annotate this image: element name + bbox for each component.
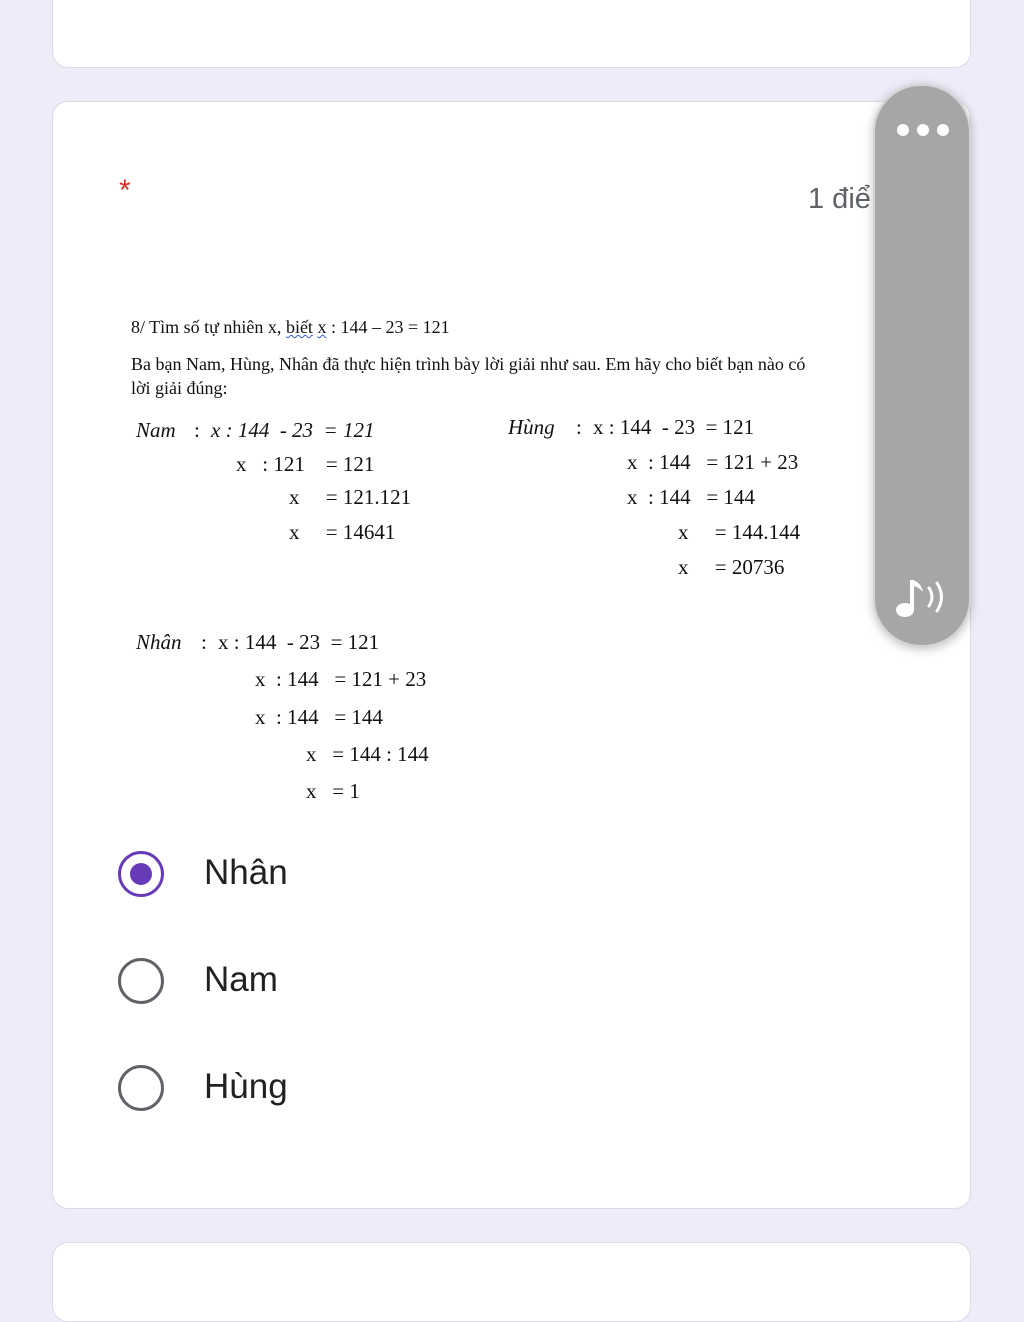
option-nam[interactable] [116,954,516,1014]
option-label-hung: Hùng [204,1067,288,1106]
previous-question-card [52,0,971,68]
nam-line-3: x = 121.121 [289,485,412,509]
option-label-nam: Nam [204,960,278,999]
nhan-line-2: x : 144 = 121 + 23 [255,667,427,691]
required-asterisk: * [119,174,131,207]
problem-statement: 8/ Tìm số tự nhiên x, biết x : 144 – 23 = 121 [131,317,450,337]
nhan-line-4: x = 144 : 144 [306,742,429,766]
next-question-card [52,1242,971,1322]
hung-line-4: x = 144.144 [678,520,801,544]
option-label-nhan: Nhân [204,853,288,892]
intro-line-1: Ba bạn Nam, Hùng, Nhân đã thực hiện trình bày lời giải như sau. Em hãy cho biết bạn nào có [131,354,806,374]
hung-name: Hùng [508,415,555,439]
radio-button-nam[interactable] [118,958,164,1004]
option-hung[interactable] [116,1061,516,1121]
nam-line-4: x = 14641 [289,520,396,544]
nhan-line-5: x = 1 [306,779,360,803]
nhan-line-3: x : 144 = 144 [255,705,383,729]
intro-line-2: lời giải đúng: [131,378,228,398]
hung-colon: : [576,415,582,439]
option-nhan[interactable] [116,847,516,907]
points-label: 1 điể [808,183,871,215]
hung-line-3: x : 144 = 144 [627,485,755,509]
nhan-name: Nhân [136,630,182,654]
nam-name: Nam [136,418,176,442]
hung-line-1: x : 144 - 23 = 121 [593,415,755,439]
radio-selected-dot [130,863,152,885]
music-note-sound-icon[interactable] [891,572,955,622]
question-card [52,101,971,1209]
radio-button-hung[interactable] [118,1065,164,1111]
radio-button-nhan[interactable] [118,851,164,897]
nam-colon: : [194,418,200,442]
floating-toolbar[interactable] [873,84,971,647]
nam-line-2: x : 121 = 121 [236,452,375,476]
more-horizontal-icon[interactable] [897,124,949,138]
hung-line-2: x : 144 = 121 + 23 [627,450,799,474]
nam-line-1: x : 144 - 23 = 121 [211,418,375,442]
nhan-line-1: x : 144 - 23 = 121 [218,630,380,654]
hung-line-5: x = 20736 [678,555,785,579]
nhan-colon: : [201,630,207,654]
